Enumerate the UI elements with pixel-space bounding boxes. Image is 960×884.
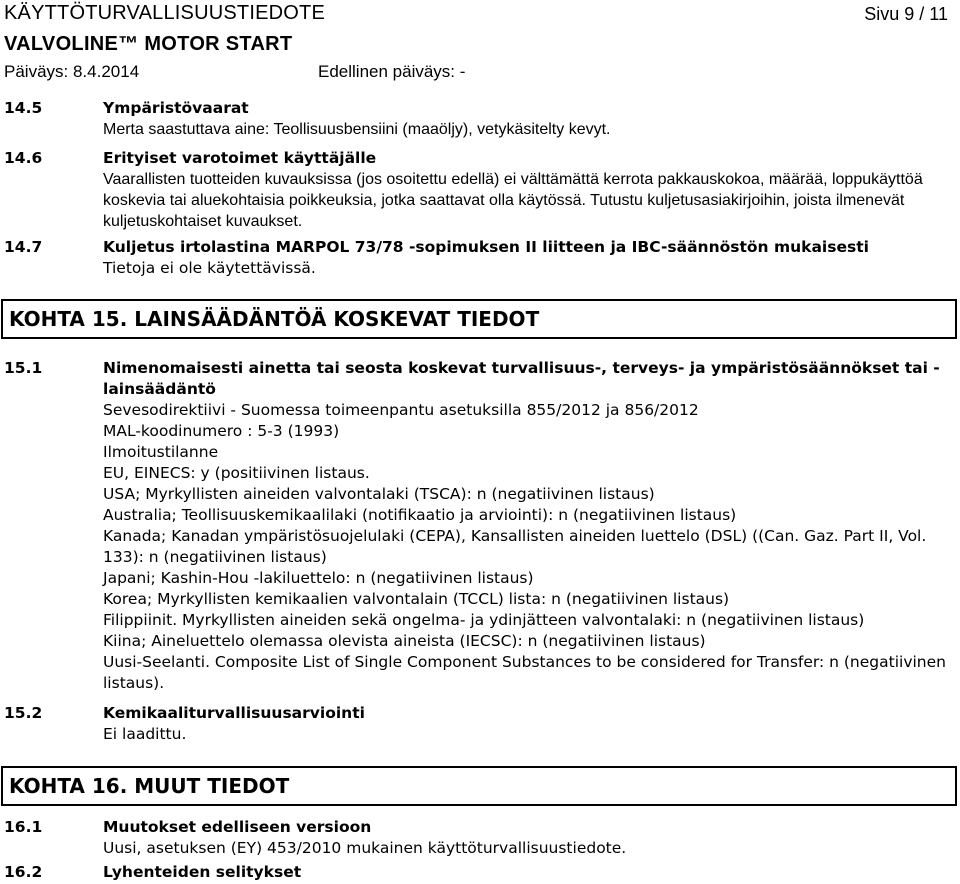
subsection-title: Muutokset edelliseen versioon [103,818,372,836]
product-name: VALVOLINE™ MOTOR START [4,33,293,55]
subsection-title: Erityiset varotoimet käyttäjälle [103,149,377,167]
regulation-line: Kanada; Kanadan ympäristösuojelulaki (CEPA), Kansallisten aineiden luettelo (DSL) ((Can. Gaz. Part II, Vol. 133): n (negatiivinen listaus) [103,527,927,566]
subsection-14-7 [4,237,954,279]
regulation-line: Sevesodirektiivi - Suomessa toimeenpantu asetuksilla 855/2012 ja 856/2012 [103,401,699,419]
subsection-16-2 [4,862,954,883]
subsection-text: Tietoja ei ole käytettävissä. [103,259,316,277]
subsection-text: Merta saastuttava aine: Teollisuusbensiini (maaöljy), vetykäsitelty kevyt. [103,121,611,138]
subsection-number: 14.6 [4,149,43,167]
subsection-text: Ei laadittu. [103,725,187,743]
subsection-15-2 [4,703,954,745]
subsection-number: 15.2 [4,704,43,722]
subsection-number: 16.2 [4,863,43,881]
subsection-title: Ympäristövaarat [103,99,249,117]
previous-revision-date: Edellinen päiväys: - [318,62,466,81]
section-15-heading: KOHTA 15. LAINSÄÄDÄNTÖÄ KOSKEVAT TIEDOT [1,299,957,339]
regulation-line: MAL-koodinumero : 5-3 (1993) [103,422,340,440]
revision-date: Päiväys: 8.4.2014 [4,62,140,81]
regulation-line: Filippiinit. Myrkyllisten aineiden sekä ongelma- ja ydinjätteen valvontalaki: n (negatiivinen listaus) [103,611,865,629]
text-part: Tutustu kuljetusasiakirjoihin, joista ilmenevät kuljetuskohtaiset kuvaukset. [103,192,905,230]
section-16-heading: KOHTA 16. MUUT TIEDOT [1,766,957,806]
subsection-number: 15.1 [4,359,43,377]
subsection-number: 16.1 [4,818,43,836]
regulation-line: Australia; Teollisuuskemikaalilaki (notifikaatio ja arviointi): n (negatiivinen listaus) [103,506,737,524]
subsection-title: Nimenomaisesti ainetta tai seosta koskevat turvallisuus-, terveys- ja ympäristösäännökset tai -lainsäädäntö [103,359,940,398]
subsection-14-6 [4,148,954,232]
regulation-line: Kiina; Aineluettelo olemassa olevista aineista (IECSC): n (negatiivinen listaus) [103,632,706,650]
regulation-line: EU, EINECS: y (positiivinen listaus. [103,464,370,482]
subsection-15-1 [4,358,954,694]
regulation-line: Korea; Myrkyllisten kemikaalien valvontalain (TCCL) lista: n (negatiivinen listaus) [103,590,730,608]
regulation-line: Ilmoitustilanne [103,443,219,461]
subsection-16-1 [4,817,954,859]
document-title: KÄYTTÖTURVALLISUUSTIEDOTE [4,2,325,24]
subsection-text: Uusi, asetuksen (EY) 453/2010 mukainen käyttöturvallisuustiedote. [103,839,627,857]
text-part: Vaarallisten tuotteiden kuvauksissa (jos osoitettu edellä) ei välttämättä kerrota pakkauskokoa, määrää, loppukäyttöä koskevia tai aluekohtaisia poikkeuksia, jotka saattavat olla käytössä. [103,171,923,209]
regulation-line: Japani; Kashin-Hou -lakiluettelo: n (negatiivinen listaus) [103,569,534,587]
subsection-title: Kuljetus irtolastina MARPOL 73/78 -sopimuksen II liitteen ja IBC-säännöstön mukaisesti [103,238,869,256]
subsection-number: 14.7 [4,238,43,256]
subsection-text [103,169,954,232]
regulation-line: Uusi-Seelanti. Composite List of Single Component Substances to be considered for Transfer: n (negatiivinen listaus). [103,653,946,692]
subsection-14-5 [4,98,954,140]
subsection-title: Kemikaaliturvallisuusarviointi [103,704,365,722]
page-number: Sivu 9 / 11 [864,4,948,24]
subsection-number: 14.5 [4,99,43,117]
regulation-line: USA; Myrkyllisten aineiden valvontalaki (TSCA): n (negatiivinen listaus) [103,485,655,503]
subsection-title: Lyhenteiden selitykset [103,863,302,881]
